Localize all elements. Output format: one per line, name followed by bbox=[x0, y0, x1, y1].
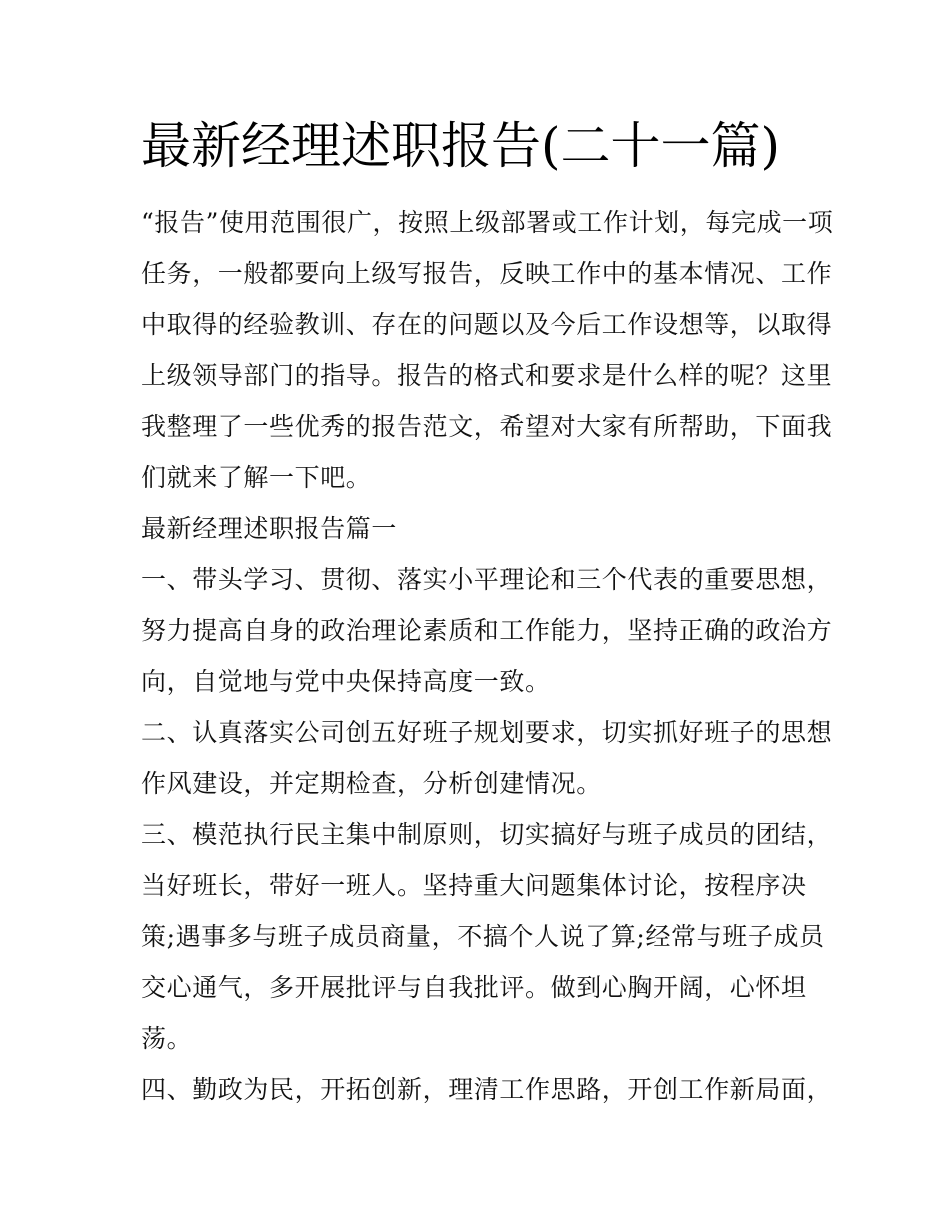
paragraph-line: 们就来了解一下吧。 bbox=[141, 463, 372, 492]
document-title: 最新经理述职报告(二十一篇) bbox=[141, 117, 781, 175]
section-heading: 最新经理述职报告篇一 bbox=[141, 514, 398, 543]
paragraph-line: 向，自觉地与党中央保持高度一致。 bbox=[141, 667, 551, 696]
paragraph-line: “报告”使用范围很广，按照上级部署或工作计划，每完成一项 bbox=[141, 208, 834, 237]
paragraph-line: 当好班长，带好一班人。坚持重大问题集体讨论，按程序决 bbox=[141, 871, 807, 900]
paragraph-line: 荡。 bbox=[141, 1024, 193, 1053]
paragraph-line: 任务，一般都要向上级写报告，反映工作中的基本情况、工作 bbox=[141, 259, 833, 288]
paragraph-line: 二、认真落实公司创五好班子规划要求，切实抓好班子的思想 bbox=[141, 718, 833, 747]
paragraph-line: 我整理了一些优秀的报告范文，希望对大家有所帮助，下面我 bbox=[141, 412, 833, 441]
paragraph-line: 交心通气，多开展批评与自我批评。做到心胸开阔，心怀坦 bbox=[141, 973, 807, 1002]
paragraph-line: 上级领导部门的指导。报告的格式和要求是什么样的呢？这里 bbox=[141, 361, 833, 390]
paragraph-line: 中取得的经验教训、存在的问题以及今后工作设想等，以取得 bbox=[141, 310, 833, 339]
paragraph-line: 努力提高自身的政治理论素质和工作能力，坚持正确的政治方 bbox=[141, 616, 833, 645]
paragraph-line: 策;遇事多与班子成员商量，不搞个人说了算;经常与班子成员 bbox=[141, 922, 825, 951]
paragraph-line: 作风建设，并定期检查，分析创建情况。 bbox=[141, 769, 602, 798]
paragraph-line: 三、模范执行民主集中制原则，切实搞好与班子成员的团结， bbox=[141, 820, 833, 849]
paragraph-line: 一、带头学习、贯彻、落实小平理论和三个代表的重要思想， bbox=[141, 565, 833, 594]
paragraph-line: 四、勤政为民，开拓创新，理清工作思路，开创工作新局面， bbox=[141, 1075, 833, 1104]
